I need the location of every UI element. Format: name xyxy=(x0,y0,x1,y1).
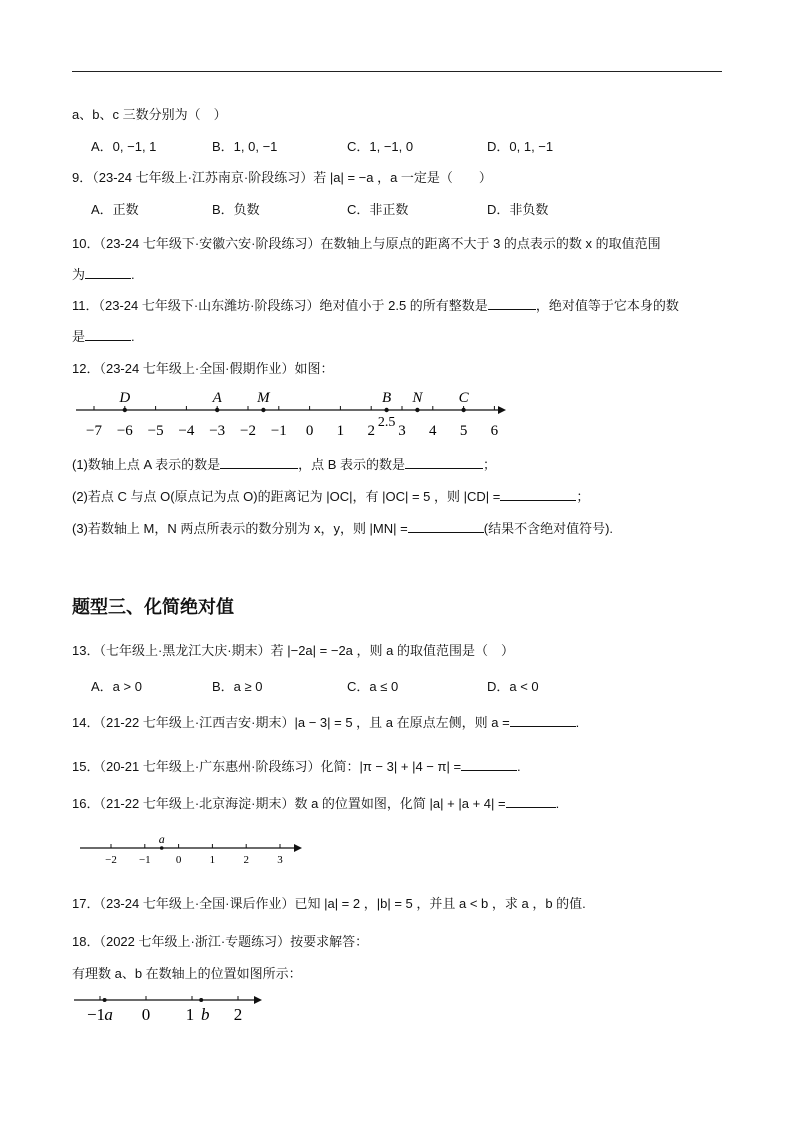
q13-option-c[interactable]: C．a ≤ 0 xyxy=(347,679,399,694)
tick-label: −1 xyxy=(270,423,287,439)
q16-answer-blank[interactable] xyxy=(506,795,556,808)
tick-label: −4 xyxy=(178,423,195,439)
q13-option-a[interactable]: A．a > 0 xyxy=(91,679,142,694)
q18-number-line xyxy=(70,988,270,1024)
point-D xyxy=(123,408,127,412)
line-label: a xyxy=(104,1005,113,1024)
q12-blank-mn[interactable] xyxy=(408,520,484,533)
tick-label: 3 xyxy=(277,854,283,866)
q12-sub2-end: ； xyxy=(576,489,590,504)
q18-stem: 18．（2022 七年级上·浙江·专题练习）按要求解答： xyxy=(72,934,369,949)
q12-sub1-text-c: ； xyxy=(482,457,496,472)
line-label: −1 xyxy=(86,1005,106,1024)
q12-stem: 12．（23-24 七年级上·全国·假期作业）如图： xyxy=(72,361,334,376)
q10-line2 xyxy=(72,264,135,283)
q12-sub1-text-b: ，点 B 表示的数是 xyxy=(298,457,405,472)
q10-line2-prefix: 为 xyxy=(72,267,86,282)
q13-option-d[interactable]: D．a < 0 xyxy=(487,679,539,694)
q15-end: . xyxy=(517,759,521,774)
point-label-D: D xyxy=(119,390,131,406)
q11-line2-suffix: . xyxy=(131,329,135,344)
point-label-N: N xyxy=(412,390,423,406)
point-C xyxy=(461,408,465,412)
tick-label: −6 xyxy=(116,423,133,439)
point-B xyxy=(384,408,388,412)
q9-stem: 9．（23-24 七年级上·江苏南京·阶段练习）若 |a| = −a ，a 一定是（ ） xyxy=(72,170,492,185)
q16 xyxy=(72,793,559,812)
q10-line1: 10．（23-24 七年级下·安徽六安·阶段练习）在数轴上与原点的距离不大于 3 的点表示的数 x 的取值范围 xyxy=(72,236,661,251)
q12-sub3 xyxy=(72,518,613,537)
point-M xyxy=(261,408,265,412)
q9-option-a[interactable]: A．正数 xyxy=(91,202,139,217)
q8-stem: a、b、c 三数分别为（ ） xyxy=(72,107,227,122)
tick-label: −2 xyxy=(105,854,117,866)
q15-text: 15．（20-21 七年级上·广东惠州·阶段练习）化简：|π − 3| + |4 − π| = xyxy=(72,759,462,774)
q11-line1 xyxy=(72,295,679,314)
line-label: 0 xyxy=(141,1005,151,1024)
tick-label: 6 xyxy=(490,423,499,439)
point-label-A: A xyxy=(212,390,222,406)
tick-label: 3 xyxy=(398,423,406,439)
point-A xyxy=(215,408,219,412)
q11-line2-prefix: 是 xyxy=(72,329,86,344)
tick-label: 0 xyxy=(175,854,182,866)
q12-sub3-end: (结果不含绝对值符号). xyxy=(483,521,614,536)
q12-number-line xyxy=(70,380,520,442)
point-N xyxy=(415,408,419,412)
q18-line2: 有理数 a、b 在数轴上的位置如图所示： xyxy=(72,966,302,981)
q12-blank-a[interactable] xyxy=(220,456,298,469)
q12-sub1-text-a: (1)数轴上点 A 表示的数是 xyxy=(72,457,221,472)
point-label-C: C xyxy=(458,390,469,406)
tick-label: 2 xyxy=(243,854,249,866)
q12-sub2-text: (2)若点 C 与点 O(原点记为点 O)的距离记为 |OC|，有 |OC| = 5 ，则 |CD| = xyxy=(72,489,501,504)
q15-answer-blank[interactable] xyxy=(461,758,517,771)
tick-label: −1 xyxy=(138,854,151,866)
q9-option-b[interactable]: B．负数 xyxy=(212,202,260,217)
q17-text: 17．（23-24 七年级上·全国·课后作业）已知 |a| = 2 ，|b| = 5 ，并且 a < b ，求 a ，b 的值. xyxy=(72,896,586,911)
point-a xyxy=(103,998,107,1002)
tick-label: 5 xyxy=(459,423,468,439)
q8-option-d[interactable]: D．0, 1, −1 xyxy=(487,139,554,154)
tick-label: 1 xyxy=(336,423,345,439)
q11-answer-blank-1[interactable] xyxy=(488,297,536,310)
q18-arrow xyxy=(254,996,262,1004)
line-label: 2 xyxy=(233,1005,243,1024)
q11-line1-prefix: 11．（23-24 七年级下·山东潍坊·阶段练习）绝对值小于 2.5 的所有整数是 xyxy=(72,298,488,313)
q11-line2 xyxy=(72,326,135,345)
q14-answer-blank[interactable] xyxy=(510,714,576,727)
line-label: 1 xyxy=(185,1005,195,1024)
q14-text: 14．（21-22 七年级上·江西吉安·期末）|a − 3| = 5 ，且 a 在原点左侧，则 a = xyxy=(72,715,510,730)
q12-sub2 xyxy=(72,486,589,505)
q8-option-a[interactable]: A．0, −1, 1 xyxy=(91,139,157,154)
point-label-M: M xyxy=(257,390,270,406)
q16-arrow xyxy=(294,844,302,852)
q12-blank-cd[interactable] xyxy=(500,488,576,501)
annotation-2-5: 2.5 xyxy=(377,415,396,430)
q13-option-b[interactable]: B．a ≥ 0 xyxy=(212,679,263,694)
q10-line2-suffix: . xyxy=(131,267,135,282)
tick-label: 0 xyxy=(305,423,314,439)
point-label-a: a xyxy=(158,832,165,846)
point-label-B: B xyxy=(382,390,392,406)
header-rule xyxy=(72,71,722,72)
q8-option-c[interactable]: C．1, −1, 0 xyxy=(347,139,414,154)
tick-label: −3 xyxy=(209,423,226,439)
q13-stem: 13．（七年级上·黑龙江大庆·期末）若 |−2a| = −2a ，则 a 的取值范围是（ ） xyxy=(72,643,514,658)
q12-sub1 xyxy=(72,454,496,473)
tick-label: 1 xyxy=(209,854,216,866)
tick-label: 2 xyxy=(367,423,375,439)
q16-number-line xyxy=(78,828,308,868)
q12-sub3-text: (3)若数轴上 M，N 两点所表示的数分别为 x，y，则 |MN| = xyxy=(72,521,408,536)
q9-option-c[interactable]: C．非正数 xyxy=(347,202,409,217)
q11-line1-suffix: ，绝对值等于它本身的数 xyxy=(535,298,679,313)
point-a xyxy=(160,846,164,850)
q14-end: . xyxy=(575,715,580,730)
q12-blank-b[interactable] xyxy=(405,456,483,469)
q11-answer-blank-2[interactable] xyxy=(85,328,131,341)
q9-option-d[interactable]: D．非负数 xyxy=(487,202,549,217)
q12-arrow xyxy=(498,406,506,414)
tick-label: 4 xyxy=(429,423,437,439)
q16-text: 16．（21-22 七年级上·北京海淀·期末）数 a 的位置如图，化简 |a| + |a + 4| = xyxy=(72,796,506,811)
section-title: 题型三、化简绝对值 xyxy=(72,597,234,617)
q8-option-b[interactable]: B．1, 0, −1 xyxy=(212,139,278,154)
tick-label: −2 xyxy=(240,423,256,439)
tick-label: −7 xyxy=(86,423,102,439)
q16-end: . xyxy=(555,796,560,811)
tick-label: −5 xyxy=(147,423,164,439)
line-label: b xyxy=(200,1005,210,1024)
q14 xyxy=(72,712,579,731)
q10-answer-blank[interactable] xyxy=(85,266,131,279)
point-b xyxy=(199,998,203,1002)
q15 xyxy=(72,756,521,775)
